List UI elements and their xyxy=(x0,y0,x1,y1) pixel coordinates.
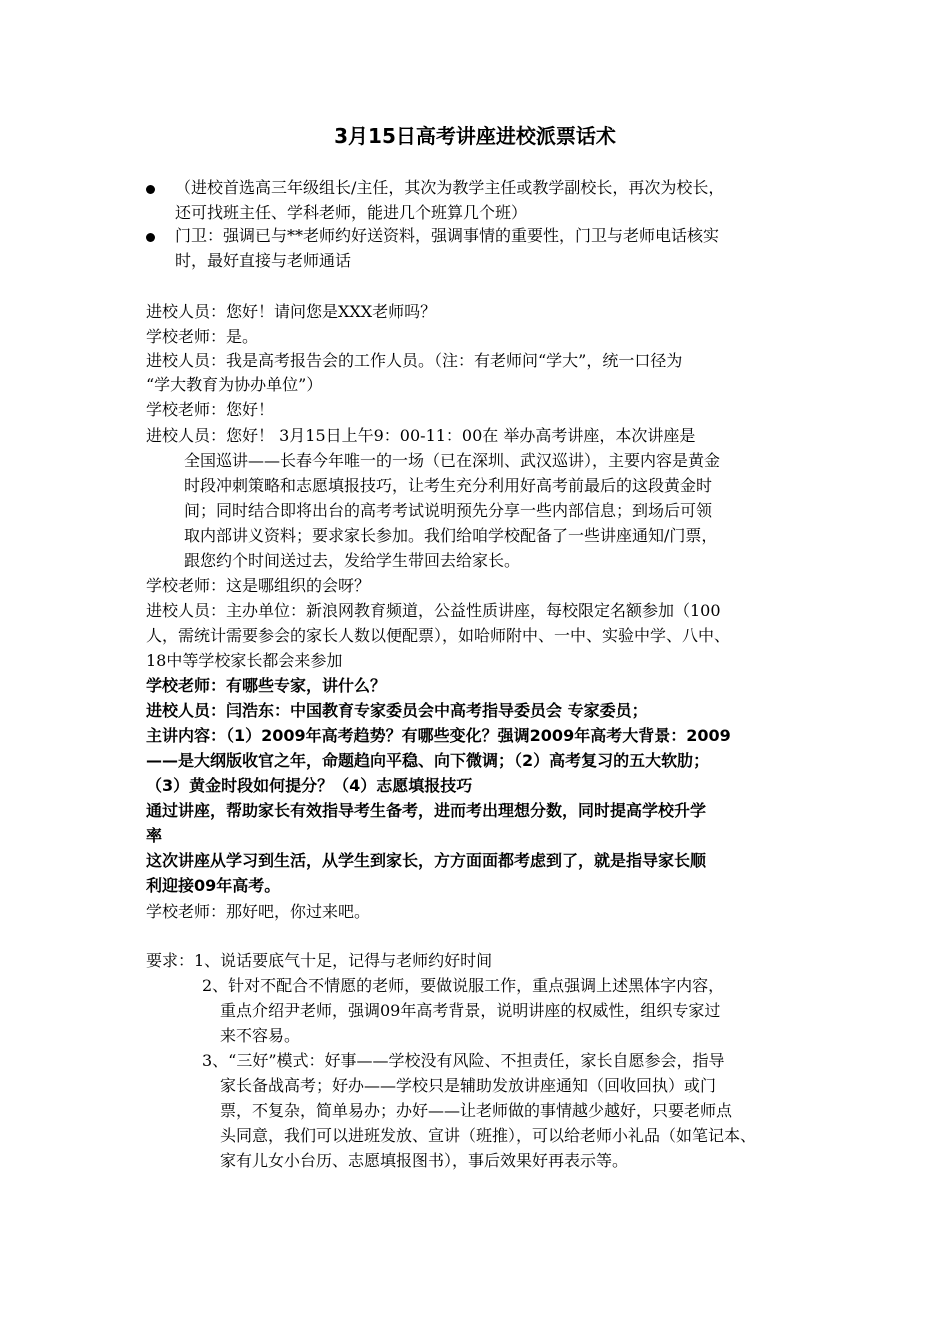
closing-line: 学校老师：那好吧，你过来吧。 xyxy=(146,902,371,921)
bullet-line: 还可找班主任、学科老师，能进几个班算几个班） xyxy=(175,203,528,222)
dialogue-line: 时段冲刺策略和志愿填报技巧，让考生充分利用好高考前最后的这段黄金时 xyxy=(184,476,713,495)
dialogue-line: 进校人员：主办单位：新浪网教育频道，公益性质讲座，每校限定名额参加（100 xyxy=(146,601,721,620)
bold-line: 这次讲座从学习到生活，从学生到家长，方方面面都考虑到了，就是指导家长顺 xyxy=(146,851,707,870)
dialogue-line: 进校人员：我是高考报告会的工作人员。（注：有老师问“学大”，统一口径为 xyxy=(146,351,683,370)
dialogue-line: 取内部讲义资料；要求家长参加。我们给咱学校配备了一些讲座通知/门票， xyxy=(184,526,718,545)
bold-line: 利迎接09年高考。 xyxy=(146,876,281,895)
bullet-dot xyxy=(146,185,155,194)
dialogue-line: 进校人员：您好！ 3月15日上午9：00-11：00在 举办高考讲座，本次讲座是 xyxy=(146,426,696,445)
requirement-line: 2、针对不配合不情愿的老师，要做说服工作，重点强调上述黑体字内容， xyxy=(202,976,725,995)
bold-line: 进校人员：闫浩东：中国教育专家委员会中高考指导委员会 专家委员； xyxy=(146,701,648,720)
dialogue-line: “学大教育为协办单位”） xyxy=(146,375,323,394)
bold-line: 通过讲座，帮助家长有效指导考生备考，进而考出理想分数，同时提高学校升学 xyxy=(146,801,707,820)
bullet-line: 时，最好直接与老师通话 xyxy=(175,251,352,270)
requirement-line: 头同意，我们可以进班发放、宣讲（班推），可以给老师小礼品（如笔记本、 xyxy=(220,1126,757,1145)
page-title: 3月15日高考讲座进校派票话术 xyxy=(334,124,616,148)
bold-line: 率 xyxy=(146,826,163,845)
dialogue-line: 全国巡讲——长春今年唯一的一场（已在深圳、武汉巡讲），主要内容是黄金 xyxy=(184,451,721,470)
dialogue-line: 跟您约个时间送过去，发给学生带回去给家长。 xyxy=(184,551,521,570)
bullet-dot xyxy=(146,233,155,242)
bullet-line: 门卫：强调已与**老师约好送资料，强调事情的重要性，门卫与老师电话核实 xyxy=(175,226,720,245)
dialogue-line: 学校老师：您好！ xyxy=(146,400,275,419)
bold-line: 学校老师：有哪些专家，讲什么？ xyxy=(146,676,387,695)
requirement-line: 票，不复杂，简单易办；办好——让老师做的事情越少越好，只要老师点 xyxy=(220,1101,733,1120)
requirement-line: 重点介绍尹老师，强调09年高考背景，说明讲座的权威性，组织专家过 xyxy=(220,1001,721,1020)
requirement-line: 家长备战高考；好办——学校只是辅助发放讲座通知（回收回执）或门 xyxy=(220,1076,717,1095)
bullet-line: （进校首选高三年级组长/主任，其次为教学主任或教学副校长，再次为校长， xyxy=(175,178,725,197)
requirement-line: 家有儿女小台历、志愿填报图书），事后效果好再表示等。 xyxy=(220,1151,629,1170)
bold-line: （3）黄金时段如何提分？（4）志愿填报技巧 xyxy=(146,776,473,795)
bold-line: ——是大纲版收官之年，命题趋向平稳、向下微调；（2）高考复习的五大软肋； xyxy=(146,751,710,770)
requirement-line: 要求：1、说话要底气十足，记得与老师约好时间 xyxy=(146,951,493,970)
requirement-line: 来不容易。 xyxy=(220,1026,301,1045)
dialogue-line: 学校老师：是。 xyxy=(146,327,259,346)
dialogue-line: 间；同时结合即将出台的高考考试说明预先分享一些内部信息；到场后可领 xyxy=(184,501,713,520)
dialogue-line: 进校人员：您好！请问您是XXX老师吗？ xyxy=(146,302,437,321)
requirement-line: 3、“三好”模式：好事——学校没有风险、不担责任，家长自愿参会，指导 xyxy=(202,1051,725,1070)
dialogue-line: 学校老师：这是哪组织的会呀？ xyxy=(146,576,371,595)
bold-line: 主讲内容：（1）2009年高考趋势？有哪些变化？强调2009年高考大背景：2009 xyxy=(146,726,731,745)
dialogue-line: 18中等学校家长都会来参加 xyxy=(146,651,343,670)
dialogue-line: 人，需统计需要参会的家长人数以便配票），如哈师附中、一中、实验中学、八中、 xyxy=(146,626,731,645)
